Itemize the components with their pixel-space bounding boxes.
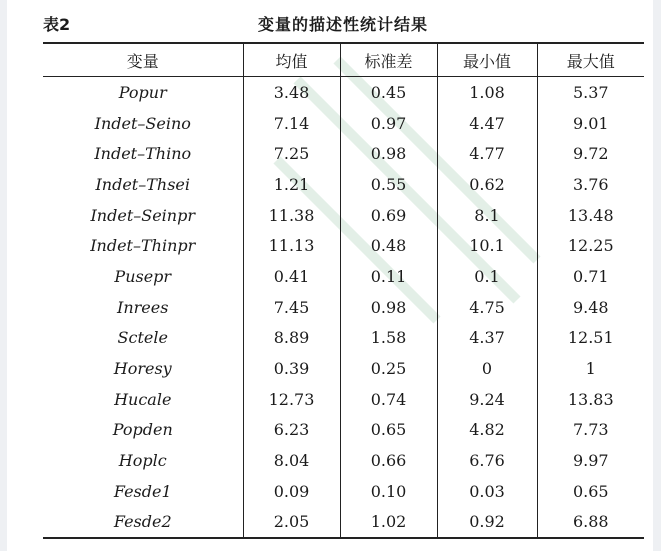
cell-mean: 3.48 — [243, 77, 340, 108]
cell-max: 9.97 — [537, 445, 644, 476]
cell-variable: Hoplc — [118, 451, 167, 471]
cell-max: 6.88 — [537, 507, 644, 539]
cell-max: 9.01 — [537, 108, 644, 139]
cell-max: 1 — [537, 353, 644, 384]
table-row — [43, 476, 644, 507]
header-max: 最大值 — [537, 43, 644, 77]
cell-max: 0.65 — [537, 476, 644, 507]
cell-variable: Indet–Thino — [94, 144, 192, 164]
cell-max: 13.83 — [537, 384, 644, 415]
cell-variable: Popur — [118, 82, 167, 102]
cell-variable: Hucale — [114, 389, 172, 409]
table-row — [43, 230, 644, 261]
cell-min: 4.75 — [437, 292, 537, 323]
header-min: 最小值 — [437, 43, 537, 77]
cell-mean: 8.89 — [243, 323, 340, 354]
cell-variable: Indet–Thsei — [95, 174, 191, 194]
cell-mean: 2.05 — [243, 507, 340, 539]
cell-mean: 8.04 — [243, 445, 340, 476]
cell-mean: 11.13 — [243, 230, 340, 261]
cell-mean: 7.45 — [243, 292, 340, 323]
cell-max: 9.72 — [537, 138, 644, 169]
table-row — [43, 169, 644, 200]
cell-mean: 6.23 — [243, 415, 340, 446]
table-row — [43, 108, 644, 139]
cell-min: 4.77 — [437, 138, 537, 169]
table-row — [43, 77, 644, 108]
table-number: 表2 — [43, 15, 71, 34]
cell-variable: Indet–Thinpr — [90, 236, 196, 256]
table-row — [43, 507, 644, 539]
cell-std-dev: 0.48 — [340, 230, 437, 261]
cell-min: 0.03 — [437, 476, 537, 507]
table-row — [43, 292, 644, 323]
cell-std-dev: 0.69 — [340, 200, 437, 231]
cell-max: 3.76 — [537, 169, 644, 200]
cell-std-dev: 1.02 — [340, 507, 437, 539]
cell-max: 0.71 — [537, 261, 644, 292]
table-row — [43, 138, 644, 169]
cell-max: 9.48 — [537, 292, 644, 323]
cell-std-dev: 0.10 — [340, 476, 437, 507]
cell-std-dev: 0.97 — [340, 108, 437, 139]
cell-std-dev: 0.98 — [340, 292, 437, 323]
cell-min: 8.1 — [437, 200, 537, 231]
table-row — [43, 353, 644, 384]
cell-min: 0 — [437, 353, 537, 384]
cell-min: 6.76 — [437, 445, 537, 476]
cell-max: 12.51 — [537, 323, 644, 354]
cell-variable: Inrees — [117, 297, 169, 317]
cell-std-dev: 0.66 — [340, 445, 437, 476]
cell-max: 7.73 — [537, 415, 644, 446]
cell-variable: Horesy — [113, 359, 172, 379]
cell-max: 12.25 — [537, 230, 644, 261]
cell-mean: 12.73 — [243, 384, 340, 415]
statistics-table — [43, 42, 644, 539]
header-mean: 均值 — [243, 43, 340, 77]
document-page — [7, 0, 653, 551]
cell-std-dev: 0.65 — [340, 415, 437, 446]
cell-variable: Fesde2 — [43, 507, 243, 539]
table-row — [43, 323, 644, 354]
table-header — [43, 43, 644, 77]
cell-max: 5.37 — [537, 77, 644, 108]
cell-min: 0.1 — [437, 261, 537, 292]
cell-min: 0.92 — [437, 507, 537, 539]
cell-min: 10.1 — [437, 230, 537, 261]
table-row — [43, 445, 644, 476]
cell-variable: Fesde1 — [113, 481, 172, 501]
cell-std-dev: 0.98 — [340, 138, 437, 169]
header-std-dev: 标准差 — [340, 43, 437, 77]
header-variable: 变量 — [43, 43, 243, 77]
cell-mean: 0.09 — [243, 476, 340, 507]
cell-mean: 0.39 — [243, 353, 340, 384]
cell-std-dev: 0.74 — [340, 384, 437, 415]
cell-mean: 7.25 — [243, 138, 340, 169]
table-row — [43, 261, 644, 292]
cell-min: 9.24 — [437, 384, 537, 415]
cell-mean: 0.41 — [243, 261, 340, 292]
cell-min: 4.47 — [437, 108, 537, 139]
cell-mean: 7.14 — [243, 108, 340, 139]
cell-variable: Indet–Seino — [94, 113, 191, 133]
table-caption: 变量的描述性统计结果 — [257, 15, 428, 34]
cell-min: 4.82 — [437, 415, 537, 446]
cell-min: 4.37 — [437, 323, 537, 354]
cell-mean: 11.38 — [243, 200, 340, 231]
table-row — [43, 200, 644, 231]
cell-std-dev: 0.55 — [340, 169, 437, 200]
title-bar — [43, 10, 643, 38]
cell-std-dev: 1.58 — [340, 323, 437, 354]
cell-variable: Indet–Seinpr — [90, 205, 195, 225]
table-body — [43, 77, 644, 539]
cell-std-dev: 0.45 — [340, 77, 437, 108]
cell-variable: Popden — [112, 420, 173, 440]
cell-variable: Pusepr — [114, 266, 172, 286]
cell-std-dev: 0.11 — [340, 261, 437, 292]
cell-mean: 1.21 — [243, 169, 340, 200]
header-row — [43, 43, 644, 77]
cell-min: 1.08 — [437, 77, 537, 108]
cell-min: 0.62 — [437, 169, 537, 200]
table-row — [43, 415, 644, 446]
table-row — [43, 384, 644, 415]
cell-variable: Sctele — [117, 328, 168, 348]
cell-max: 13.48 — [537, 200, 644, 231]
cell-std-dev: 0.25 — [340, 353, 437, 384]
